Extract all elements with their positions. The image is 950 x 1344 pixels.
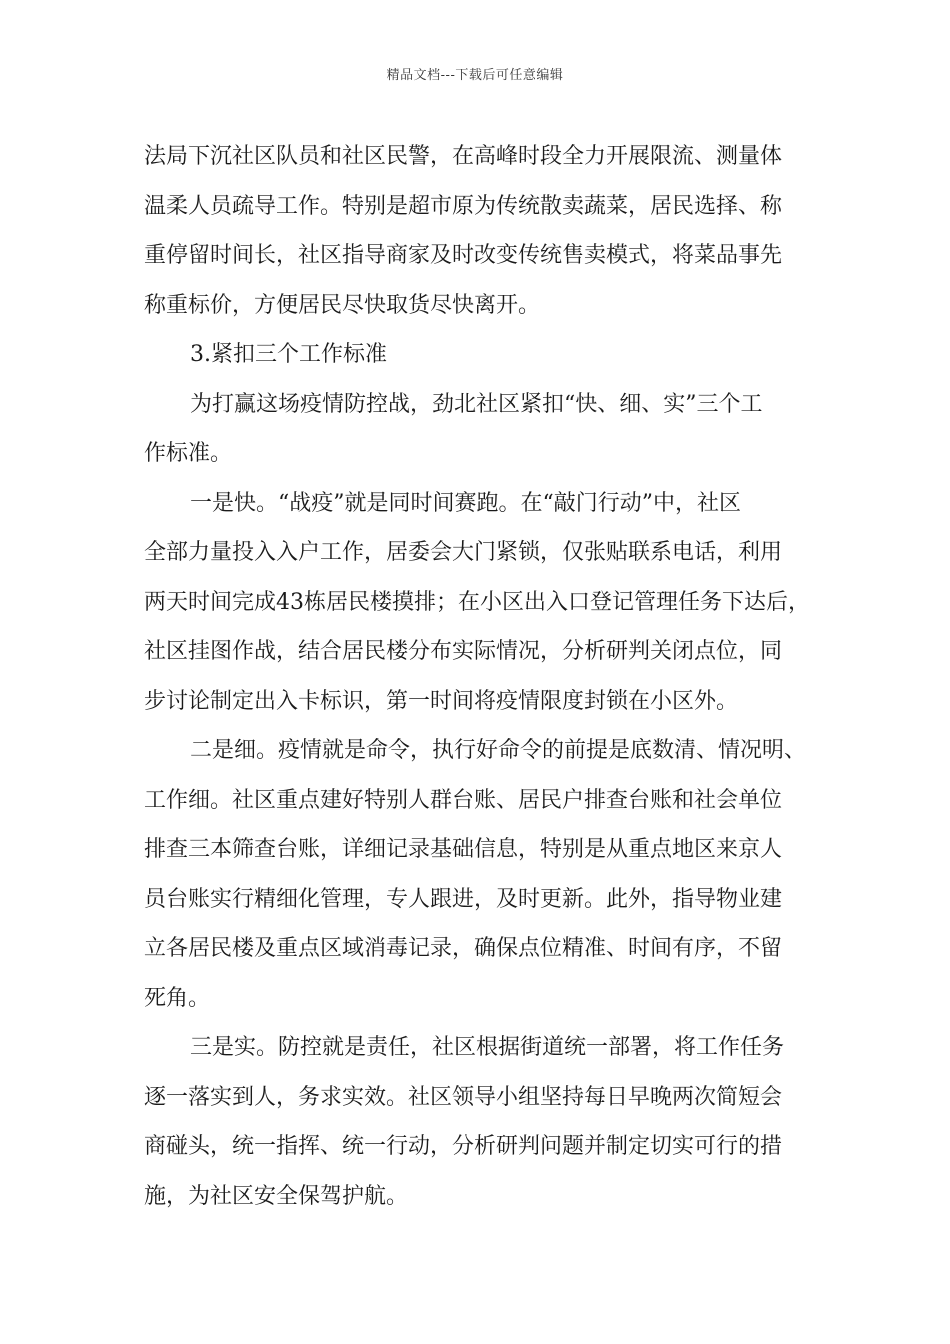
document-body — [144, 132, 814, 1221]
text-line: 施，为社区安全保驾护航。 — [144, 1183, 409, 1209]
text-line: 排查三本筛查台账，详细记录基础信息，特别是从重点地区来京人 — [144, 837, 783, 862]
text-line: 重停留时间长，社区指导商家及时改变传统售卖模式，将菜品事先 — [144, 243, 783, 268]
text-line: 商碰头，统一指挥、统一行动，分析研判问题并制定切实可行的措 — [144, 1134, 783, 1159]
text-line: 两天时间完成43栋居民楼摸排；在小区出入口登记管理任务下达后， — [144, 589, 810, 615]
text-line: 步讨论制定出入卡标识，第一时间将疫情限度封锁在小区外。 — [144, 688, 739, 714]
text-line: 员台账实行精细化管理，专人跟进，及时更新。此外，指导物业建 — [144, 886, 783, 912]
text-line: 作标准。 — [144, 441, 233, 466]
text-line: 工作细。社区重点建好特别人群台账、居民户排查台账和社会单位 — [144, 787, 783, 813]
text-line: 为打赢这场疫情防控战，劲北社区紧扣“快、细、实”三个工 — [190, 391, 763, 417]
text-line: 逐一落实到人，务求实效。社区领导小组坚持每日早晚两次简短会 — [144, 1084, 783, 1110]
text-line: 二是细。疫情就是命令，执行好命令的前提是底数清、情况明、 — [190, 738, 807, 763]
text-line: 立各居民楼及重点区域消毒记录，确保点位精准、时间有序，不留 — [144, 936, 783, 961]
text-line: 称重标价，方便居民尽快取货尽快离开。 — [144, 292, 541, 318]
text-line: 法局下沉社区队员和社区民警，在高峰时段全力开展限流、测量体 — [144, 144, 783, 169]
text-line: 一是快。“战疫”就是同时间赛跑。在“敲门行动”中，社区 — [190, 490, 741, 516]
section-heading: 3.紧扣三个工作标准 — [190, 342, 387, 367]
text-line: 死角。 — [144, 985, 211, 1011]
text-line: 全部力量投入入户工作，居委会大门紧锁，仅张贴联系电话，利用 — [144, 540, 783, 565]
text-line: 社区挂图作战，结合居民楼分布实际情况，分析研判关闭点位，同 — [144, 639, 783, 664]
text-line: 温柔人员疏导工作。特别是超市原为传统散卖蔬菜，居民选择、称 — [144, 193, 783, 219]
text-line: 三是实。防控就是责任，社区根据街道统一部署，将工作任务 — [190, 1035, 785, 1060]
page-header: 精品文档---下载后可任意编辑 — [386, 68, 564, 83]
